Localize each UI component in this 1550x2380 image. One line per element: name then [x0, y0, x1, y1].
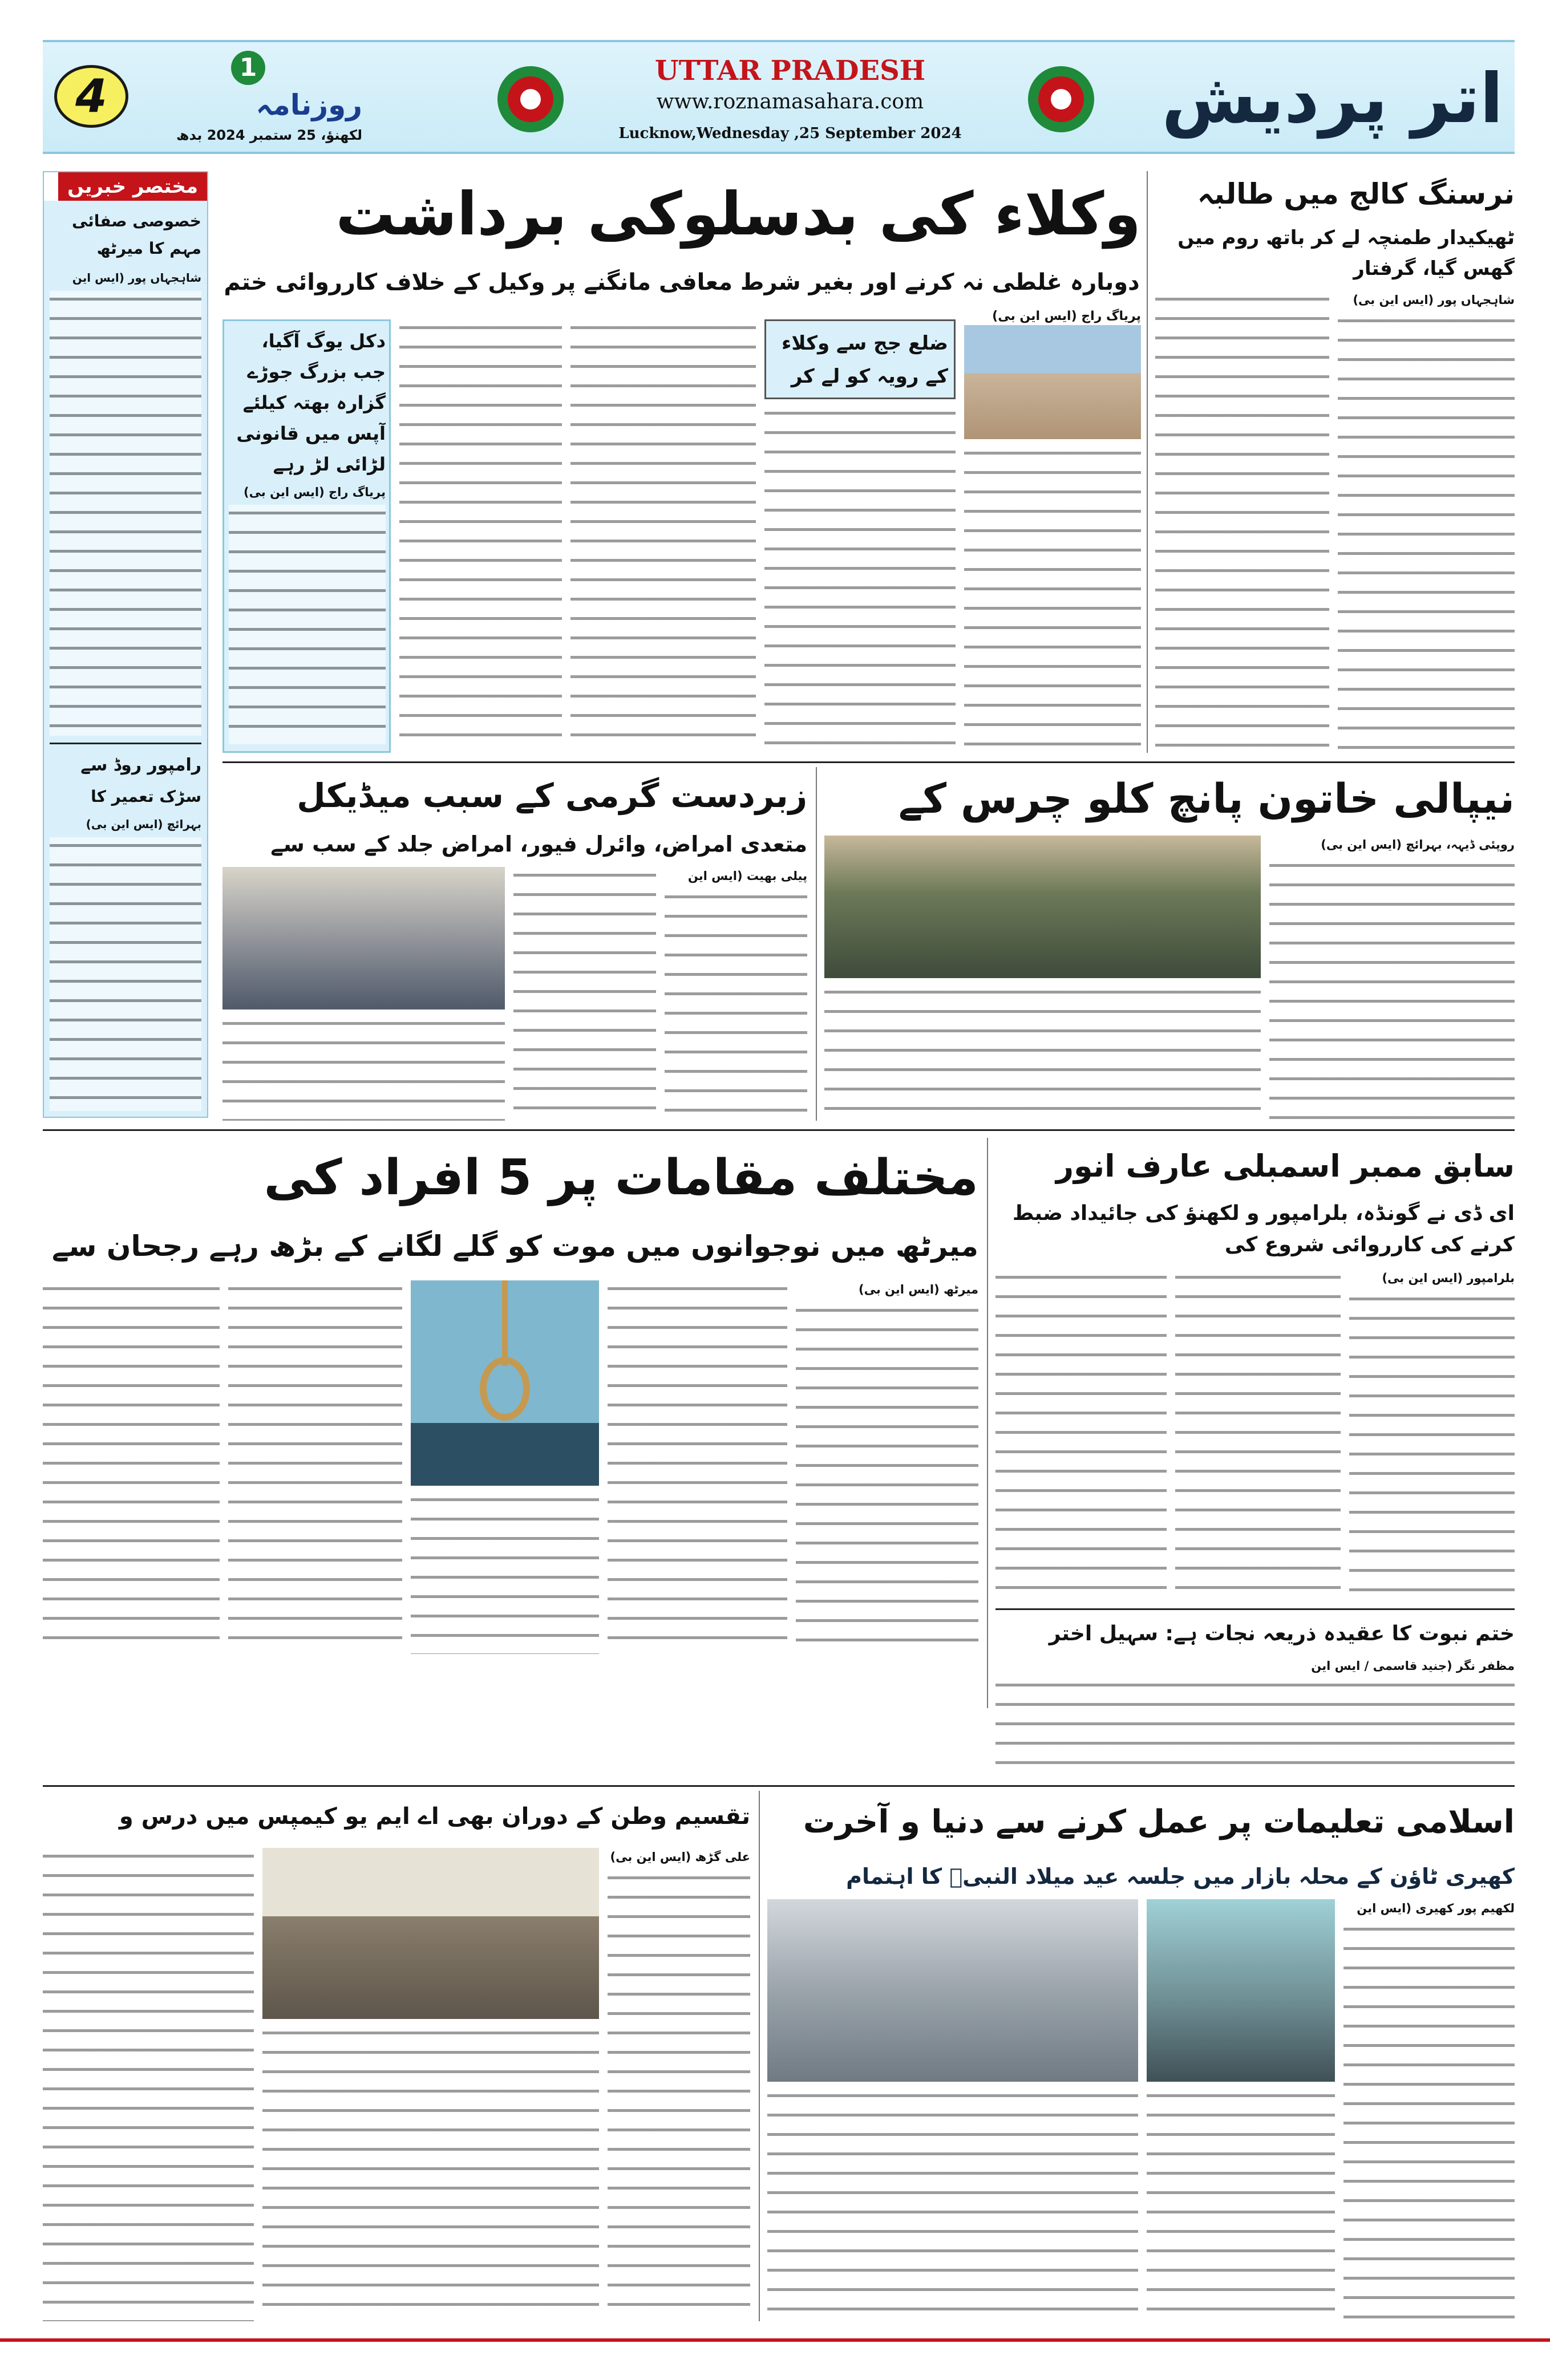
page-number-badge: [54, 65, 128, 128]
side-story-headline: نرسنگ کالج میں طالبہ: [1197, 177, 1515, 210]
nepal-story-body-col2: [824, 984, 1261, 1121]
suicide-story-dateline: میرٹھ (ایس این بی): [858, 1283, 978, 1296]
nepal-story-body-col1: [1269, 857, 1515, 1121]
top-story-body-col2: [764, 405, 956, 753]
footer-band: [0, 2338, 1550, 2380]
emblem-left-icon: [493, 62, 568, 136]
suicide-story-body-col1: [796, 1302, 978, 1654]
side-story-body-col1: [1338, 313, 1515, 753]
boxed-story-headline: دکل یوگ آگیا، جب بزرگ جوڑے گزارہ بھتہ کیلئے آپس میں قانونی لڑائی لڑ رہے: [236, 330, 386, 475]
brief-item2-title: رامپور روڈ سے: [80, 755, 201, 775]
nabuwat-story-dateline: مظفر نگر (جنید قاسمی / ایس این: [1311, 1659, 1515, 1673]
nepal-rule: [816, 767, 817, 1121]
medical-story-body-col2: [513, 867, 656, 1121]
brief-item2-subtitle: سڑک تعمیر کا: [91, 787, 201, 806]
amu-story-headline: تقسیم وطن کے دوران بھی اے ایم یو کیمپس میں درس و: [119, 1803, 750, 1830]
suicide-story-headline: مختلف مقامات پر 5 افراد کی: [264, 1149, 978, 1206]
islamic-story-photo-right: [1147, 1899, 1335, 2082]
paper-logo: [140, 51, 362, 148]
side-story-dateline: شاہجہاں پور (ایس این بی): [1353, 293, 1515, 307]
islamic-story-body-col1: [1343, 1921, 1515, 2321]
page-number: 4: [75, 70, 107, 123]
amu-story-dateline: علی گڑھ (ایس این بی): [610, 1850, 750, 1864]
divider-3: [995, 1608, 1515, 1610]
medical-story-dateline: پیلی بھیت (ایس این: [687, 869, 807, 883]
nabuwat-story-headline: ختم نبوت کا عقیدہ ذریعہ نجات ہے: سہیل اختر: [1049, 1622, 1515, 1645]
nabuwat-story-body: [995, 1677, 1515, 1777]
top-story-body-col3: [570, 319, 756, 753]
suicide-story-body-col3: [411, 1491, 599, 1654]
nepal-story-photo: [824, 836, 1261, 978]
mla-story-body-col2: [1175, 1269, 1341, 1603]
section-title-urdu: اتر پردیش: [1162, 59, 1503, 139]
boxed-story: [222, 319, 391, 753]
divider-1: [222, 761, 1515, 763]
medical-story-body-col3: [222, 1015, 505, 1121]
noose-photo: [411, 1280, 599, 1486]
top-story-dateline: پریاگ راج (ایس این بی): [964, 308, 1141, 325]
side-story-subheadline: ٹھیکیدار طمنچہ لے کر باتھ روم میں گھس گیا، گرفتار: [1177, 226, 1515, 280]
briefs-column: [43, 171, 208, 1118]
boxed-story-body: [229, 505, 386, 744]
medical-story-photo: [222, 867, 505, 1009]
top-story-body-col4: [399, 319, 562, 753]
section-title-en: UTTAR PRADESH: [654, 55, 926, 87]
brief-item2-dateline: بہرائچ (ایس این بی): [86, 817, 201, 831]
nepal-story-dateline: روپئی ڈیہہ، بہرائچ (ایس این بی): [1321, 838, 1515, 852]
amu-story-photo: [262, 1848, 599, 2019]
islamic-story-photo-left: [767, 1899, 1138, 2082]
paper-name: روزنامہ: [256, 88, 362, 121]
suicide-story-body-col2: [608, 1280, 787, 1654]
amu-story-body-col3: [43, 1848, 254, 2321]
side-story-rule: [1147, 171, 1148, 753]
islamic-story-dateline: لکھیم پور کھیری (ایس این: [1357, 1901, 1515, 1915]
mla-story-headline: سابق ممبر اسمبلی عارف انور: [1055, 1148, 1515, 1184]
nepal-story-headline: نیپالی خاتون پانچ کلو چرس کے: [898, 775, 1515, 822]
brief-item1-body: [50, 291, 201, 736]
briefs-label: مختصر خبریں: [44, 172, 207, 201]
islamic-story-body-col2: [1147, 2087, 1335, 2321]
suicide-story-body-col4: [228, 1280, 402, 1654]
urdu-dateline: لکھنؤ، 25 ستمبر 2024 بدھ: [176, 127, 362, 143]
boxed-story-dateline: پریاگ راج (ایس این بی): [244, 485, 386, 499]
emblem-right-icon: [1024, 62, 1098, 136]
website: www.roznamasahara.com: [656, 90, 924, 113]
islamic-story-headline: اسلامی تعلیمات پر عمل کرنے سے دنیا و آخرت: [803, 1803, 1515, 1840]
top-story-subheadline: دوبارہ غلطی نہ کرنے اور بغیر شرط معافی مانگنے پر وکیل کے خلاف کارروائی ختم: [224, 269, 1140, 295]
brief-divider: [50, 743, 201, 744]
brief-item1-title: خصوصی صفائی مہم کا میرٹھ: [71, 212, 201, 258]
medical-story-headline: زبردست گرمی کے سبب میڈیکل: [297, 776, 807, 815]
divider-2: [43, 1129, 1515, 1131]
top-story-box: ضلع جج سے وکلاء کے رویہ کو لے کر: [764, 319, 956, 399]
islamic-story-body-col3: [767, 2087, 1138, 2321]
masthead: [43, 40, 1515, 154]
amu-story-body-col1: [608, 1870, 750, 2321]
side-story-body-col2: [1155, 291, 1329, 753]
mla-story-subheadline: ای ڈی نے گونڈہ، بلرامپور و لکھنؤ کی جائیداد ضبط کرنے کی کارروائی شروع کی: [1012, 1202, 1515, 1256]
medical-story-body-col1: [665, 889, 807, 1121]
mla-story-dateline: بلرامپور (ایس این بی): [1382, 1271, 1515, 1285]
suicide-story-body-col5: [43, 1280, 220, 1654]
divider-4: [43, 1785, 1515, 1787]
anniversary-badge: 1: [231, 51, 265, 85]
high-court-photo: [964, 319, 1141, 439]
mla-rule: [987, 1138, 988, 1708]
islamic-story-subheadline: کھیری ٹاؤن کے محلہ بازار میں جلسہ عید میلاد النبیؐ کا اہتمام: [846, 1864, 1515, 1889]
mla-story-body-col1: [1349, 1291, 1515, 1603]
islamic-rule: [759, 1791, 760, 2321]
medical-story-subheadline: متعدی امراض، وائرل فیور، امراض جلد کے سب سے: [270, 832, 807, 857]
amu-story-body-col2: [262, 2025, 599, 2321]
suicide-story-subheadline: میرٹھ میں نوجوانوں میں موت کو گلے لگانے کے بڑھ رہے رجحان سے: [51, 1230, 978, 1263]
brief-item1-dateline: شاہجہاں پور (ایس این: [72, 271, 201, 285]
mla-story-body-col3: [995, 1269, 1167, 1603]
brief-item2-body: [50, 837, 201, 1111]
top-story-body-col1: [964, 445, 1141, 753]
top-story-headline: وکلاء کی بدسلوکی برداشت: [335, 179, 1141, 249]
dateline-en: Lucknow,Wednesday ,25 September 2024: [618, 125, 962, 142]
